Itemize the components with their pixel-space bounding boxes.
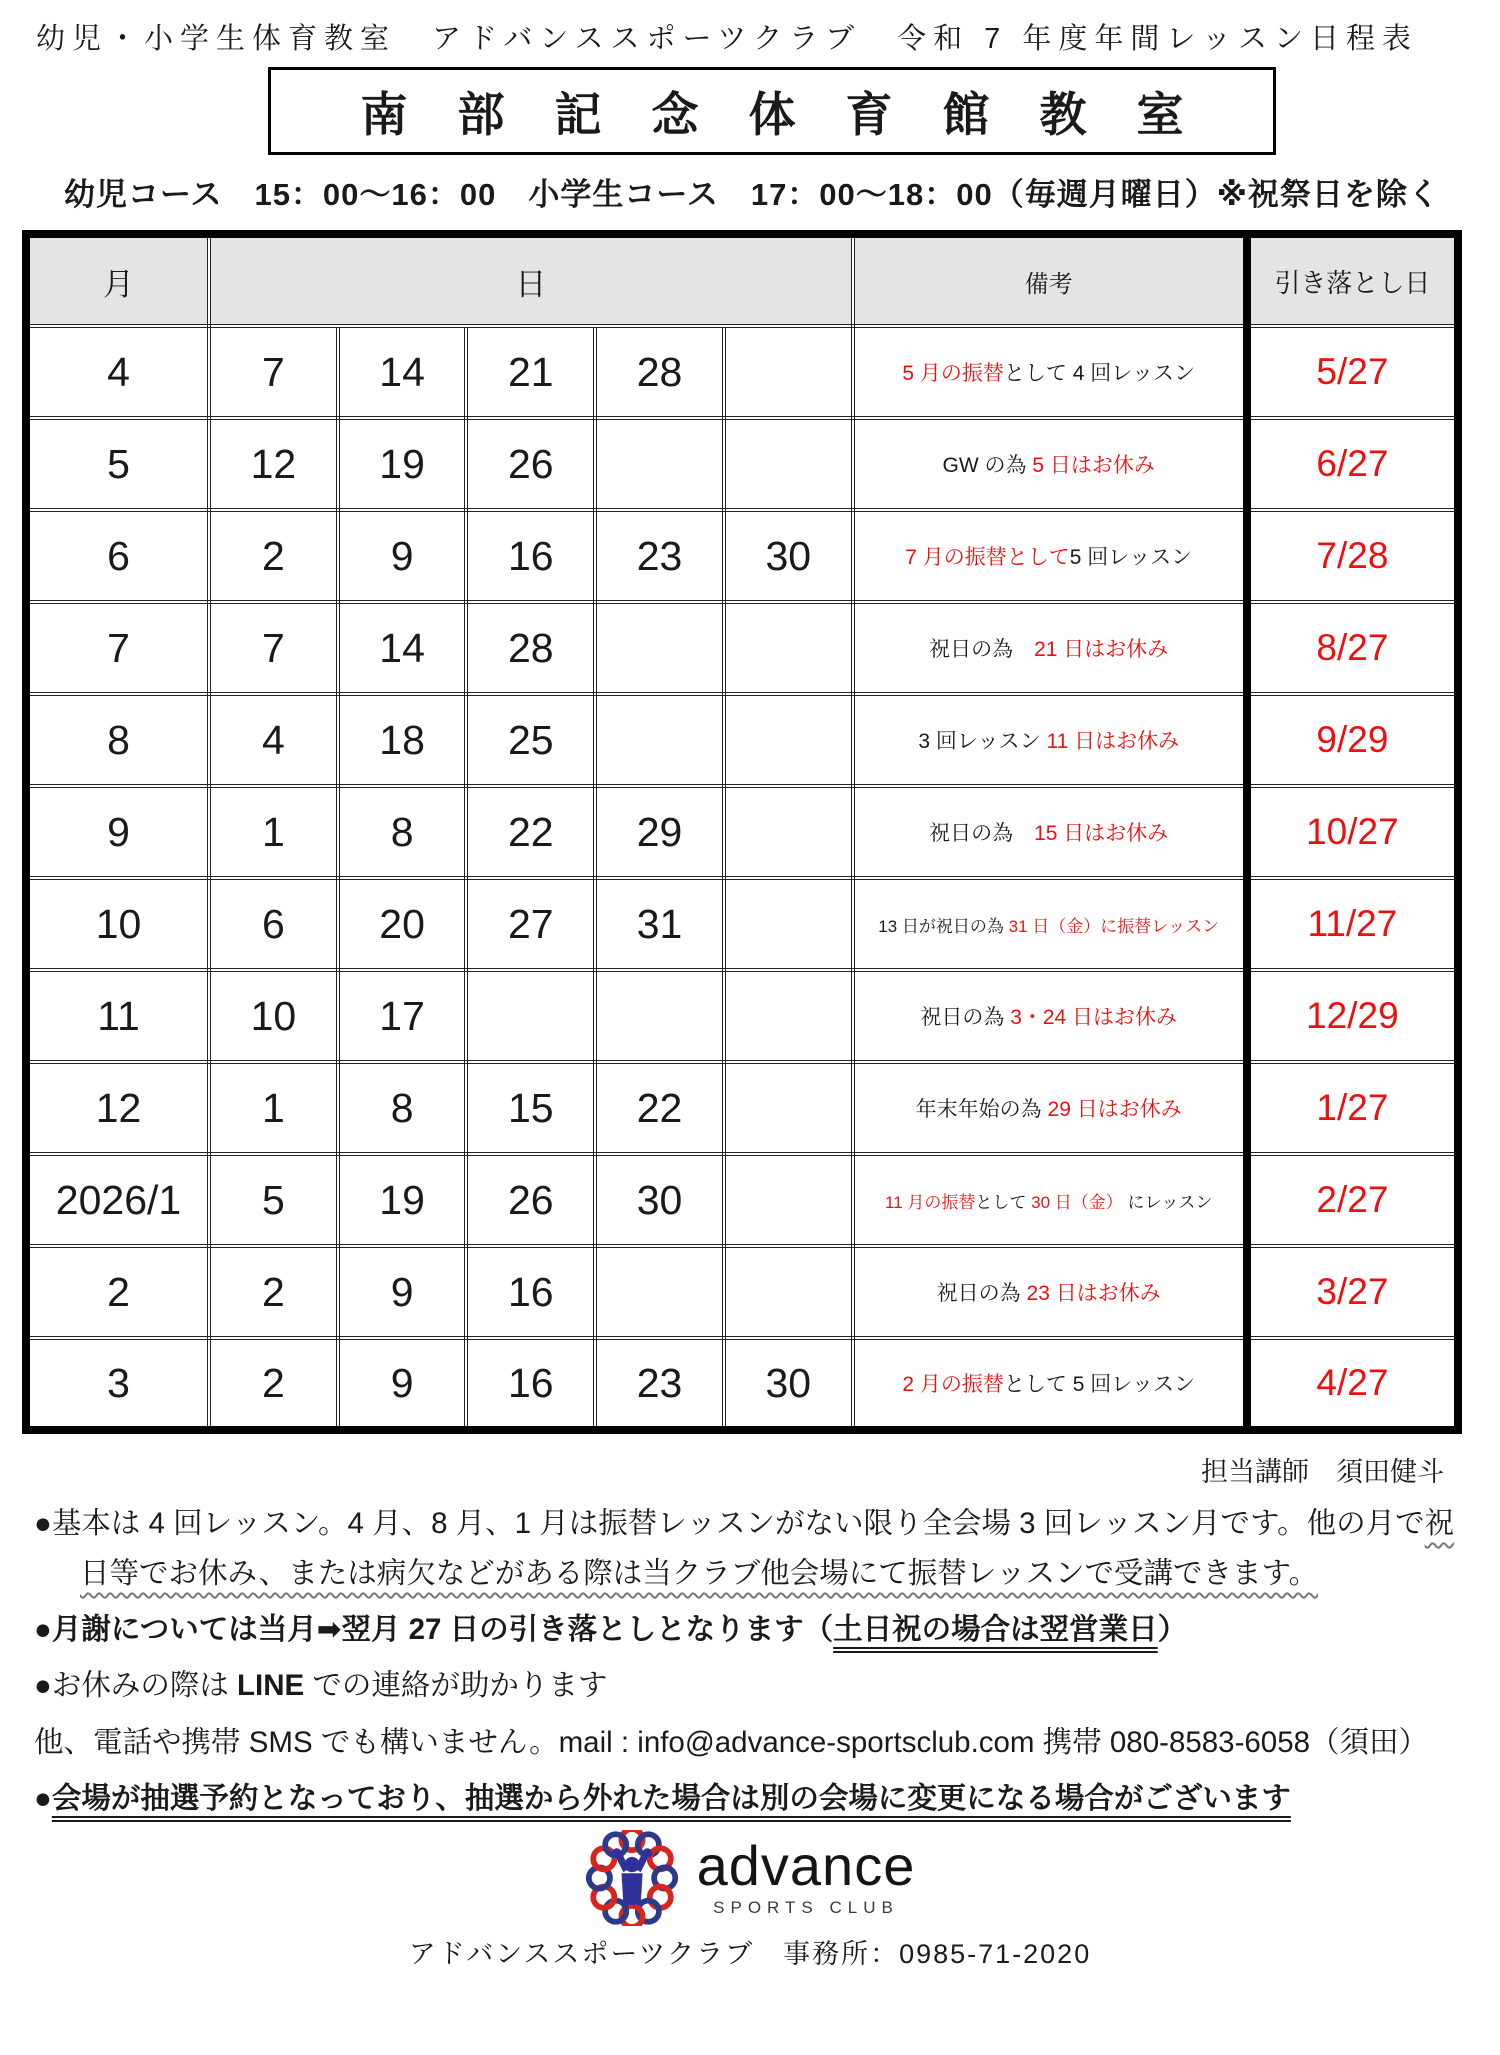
day-cell: 4 (209, 694, 338, 786)
note-segment: ●基本は 4 回レッスン。4 月、8 月、1 月は振替レッスンがない限り全会場 3 回レッスン月です。他の月で (34, 1507, 1425, 1540)
day-cell: 16 (466, 510, 595, 602)
logo-wordmark: advance (696, 1833, 916, 1897)
day-cell: 14 (338, 326, 467, 418)
note-cell (853, 970, 1247, 1062)
day-cell: 12 (209, 418, 338, 510)
day-cell (724, 1154, 853, 1246)
day-cell: 2 (209, 1246, 338, 1338)
note-segment: 5 回レッスン (1069, 546, 1193, 569)
note-segment: として 5 回レッスン (1003, 1373, 1196, 1396)
note-segment: 21 日はお休み (1034, 638, 1169, 661)
note-lessons (34, 1499, 1462, 1599)
course-times-subtitle: 幼児コース 15：00～16：00 小学生コース 17：00～18：00（毎週月曜日）※祝祭日を除く (64, 177, 1440, 212)
day-cell: 8 (338, 786, 467, 878)
day-cell (724, 878, 853, 970)
day-cell: 5 (209, 1154, 338, 1246)
day-cell: 9 (338, 510, 467, 602)
day-cell: 30 (595, 1154, 724, 1246)
day-cell: 22 (466, 786, 595, 878)
note-other-contact (34, 1718, 1462, 1768)
day-cell (724, 1062, 853, 1154)
note-cell (853, 510, 1247, 602)
day-cell: 22 (595, 1062, 724, 1154)
note-segment: 11 月の振替 (885, 1192, 976, 1212)
debit-date-cell: 9/29 (1247, 694, 1458, 786)
note-segment: 31 日（金）に振替レッスン (1008, 916, 1220, 936)
day-cell: 19 (338, 418, 467, 510)
debit-date-cell: 10/27 (1247, 786, 1458, 878)
day-cell (724, 694, 853, 786)
debit-date-cell: 3/27 (1247, 1246, 1458, 1338)
note-cell (853, 602, 1247, 694)
instructor-line: 担当講師 須田健斗 (1201, 1457, 1444, 1487)
day-cell: 27 (466, 878, 595, 970)
day-cell: 29 (595, 786, 724, 878)
month-cell: 12 (26, 1062, 209, 1154)
month-cell: 4 (26, 326, 209, 418)
day-cell: 16 (466, 1246, 595, 1338)
note-segment: ●月謝については当月➡翌月 27 日の引き落としとなります（ (34, 1613, 834, 1647)
note-segment: 他、電話や携帯 SMS でも構いません。mail : info@advance-sportsclub.com 携帯 080-8583-6058（須田） (34, 1725, 1429, 1759)
note-cell (853, 878, 1247, 970)
lesson-schedule-table (22, 230, 1462, 1434)
day-cell: 28 (466, 602, 595, 694)
schedule-row (26, 878, 1458, 970)
month-cell: 8 (26, 694, 209, 786)
day-cell: 30 (724, 510, 853, 602)
day-cell (595, 970, 724, 1062)
debit-date-cell: 12/29 (1247, 970, 1458, 1062)
month-cell: 7 (26, 602, 209, 694)
note-segment: 13 日が祝日の為 (878, 916, 1009, 936)
note-segment: 祝日の為 (929, 822, 1035, 845)
day-cell: 25 (466, 694, 595, 786)
schedule-row (26, 1062, 1458, 1154)
note-segment: 3・24 日はお休み (1010, 1006, 1178, 1029)
note-payment (34, 1605, 1462, 1655)
debit-date-cell: 2/27 (1247, 1154, 1458, 1246)
note-segment: 7 月の振替として (905, 546, 1070, 569)
note-segment: 会場が抽選予約となっており、抽選から外れた場合は別の会場に変更になる場合がございます (51, 1781, 1291, 1815)
day-cell (724, 970, 853, 1062)
day-cell: 26 (466, 1154, 595, 1246)
schedule-row (26, 1154, 1458, 1246)
note-segment: GW の為 (942, 454, 1033, 477)
note-cell (853, 326, 1247, 418)
title-box (268, 67, 1276, 155)
day-cell: 7 (209, 602, 338, 694)
schedule-row (26, 326, 1458, 418)
day-cell: 9 (338, 1246, 467, 1338)
note-segment: LINE (237, 1669, 305, 1703)
day-cell: 28 (595, 326, 724, 418)
day-cell: 23 (595, 510, 724, 602)
office-contact-line: アドバンススポーツクラブ 事務所：0985-71-2020 (408, 1938, 1092, 1969)
day-cell: 14 (338, 602, 467, 694)
month-cell: 10 (26, 878, 209, 970)
debit-date-cell: 5/27 (1247, 326, 1458, 418)
club-logo (0, 1830, 1500, 1926)
day-cell (724, 1246, 853, 1338)
day-cell (724, 326, 853, 418)
advance-logo-emblem-icon (585, 1830, 681, 1926)
note-segment: 祝日の為 (929, 638, 1035, 661)
note-segment: にレッスン (1122, 1192, 1213, 1212)
schedule-body (26, 326, 1458, 1430)
schedule-row (26, 1338, 1458, 1430)
note-segment: 3 回レッスン (918, 730, 1047, 753)
day-cell: 1 (209, 1062, 338, 1154)
day-cell (724, 602, 853, 694)
day-cell: 20 (338, 878, 467, 970)
debit-date-cell: 1/27 (1247, 1062, 1458, 1154)
day-cell (595, 1246, 724, 1338)
note-cell (853, 418, 1247, 510)
day-cell: 18 (338, 694, 467, 786)
note-segment: 5 月の振替 (902, 362, 1004, 385)
day-cell: 31 (595, 878, 724, 970)
schedule-row (26, 694, 1458, 786)
month-cell: 11 (26, 970, 209, 1062)
note-segment: 土日祝の場合は翌営業日 (833, 1613, 1158, 1647)
note-segment: 23 日はお休み (1026, 1282, 1161, 1305)
note-cell (853, 694, 1247, 786)
note-segment: として (975, 1192, 1032, 1212)
note-cell (853, 1246, 1247, 1338)
day-cell: 9 (338, 1338, 467, 1430)
note-cell (853, 786, 1247, 878)
day-cell: 15 (466, 1062, 595, 1154)
day-cell (595, 694, 724, 786)
day-cell (724, 418, 853, 510)
note-segment: での連絡が助かります (304, 1669, 608, 1703)
note-cell (853, 1338, 1247, 1430)
day-cell: 6 (209, 878, 338, 970)
debit-date-cell: 4/27 (1247, 1338, 1458, 1430)
day-cell: 17 (338, 970, 467, 1062)
day-cell: 16 (466, 1338, 595, 1430)
day-cell: 2 (209, 1338, 338, 1430)
note-segment: 年末年始の為 (915, 1098, 1048, 1121)
month-cell: 5 (26, 418, 209, 510)
note-segment: 祝日の為 (936, 1282, 1027, 1305)
day-cell: 1 (209, 786, 338, 878)
month-cell: 6 (26, 510, 209, 602)
note-segment: 5 日はお休み (1032, 454, 1155, 477)
day-cell: 10 (209, 970, 338, 1062)
day-cell: 2 (209, 510, 338, 602)
note-segment: 2 月の振替 (902, 1373, 1004, 1396)
document-header-line: 幼児・小学生体育教室 アドバンススポーツクラブ 令和 7 年度年間レッスン日程表 (36, 23, 1419, 55)
note-segment: 祝日等でお休み、または病欠などがある際は当クラブ他会場にて振替レッスンで受講できます。 (80, 1507, 1455, 1591)
month-cell: 3 (26, 1338, 209, 1430)
day-cell (466, 970, 595, 1062)
logo-subtext: SPORTS CLUB (713, 1897, 899, 1917)
logo-text-block (696, 1833, 916, 1918)
note-segment: ● (34, 1781, 52, 1815)
schedule-row (26, 1246, 1458, 1338)
note-lottery (34, 1774, 1462, 1824)
day-cell: 7 (209, 326, 338, 418)
debit-date-cell: 11/27 (1247, 878, 1458, 970)
month-cell: 9 (26, 786, 209, 878)
schedule-row (26, 510, 1458, 602)
page-title: 南部記念体育館教室 (360, 87, 1234, 141)
schedule-row (26, 970, 1458, 1062)
schedule-row (26, 418, 1458, 510)
month-cell: 2 (26, 1246, 209, 1338)
note-line-contact (34, 1661, 1462, 1711)
header-debit-date: 引き落とし日 (1247, 234, 1458, 326)
debit-date-cell: 8/27 (1247, 602, 1458, 694)
note-cell (853, 1154, 1247, 1246)
day-cell: 19 (338, 1154, 467, 1246)
day-cell: 23 (595, 1338, 724, 1430)
day-cell (595, 418, 724, 510)
note-segment: 祝日の為 (920, 1006, 1011, 1029)
note-cell (853, 1062, 1247, 1154)
note-segment: ●お休みの際は (34, 1669, 238, 1703)
schedule-header (26, 234, 1458, 326)
debit-date-cell: 6/27 (1247, 418, 1458, 510)
header-day: 日 (209, 234, 853, 326)
day-cell (595, 602, 724, 694)
day-cell: 26 (466, 418, 595, 510)
note-segment: 15 日はお休み (1034, 822, 1169, 845)
header-note: 備考 (853, 234, 1247, 326)
day-cell: 30 (724, 1338, 853, 1430)
debit-date-cell: 7/28 (1247, 510, 1458, 602)
day-cell (724, 786, 853, 878)
schedule-row (26, 786, 1458, 878)
schedule-row (26, 602, 1458, 694)
month-cell: 2026/1 (26, 1154, 209, 1246)
note-segment: ） (1157, 1613, 1188, 1647)
note-segment: 11 日はお休み (1046, 730, 1180, 753)
header-month: 月 (26, 234, 209, 326)
note-segment: 30 日（金） (1031, 1192, 1123, 1212)
note-segment: 29 日はお休み (1047, 1098, 1182, 1121)
day-cell: 8 (338, 1062, 467, 1154)
note-segment: として 4 回レッスン (1003, 362, 1196, 385)
footer-notes (34, 1499, 1462, 1824)
day-cell: 21 (466, 326, 595, 418)
